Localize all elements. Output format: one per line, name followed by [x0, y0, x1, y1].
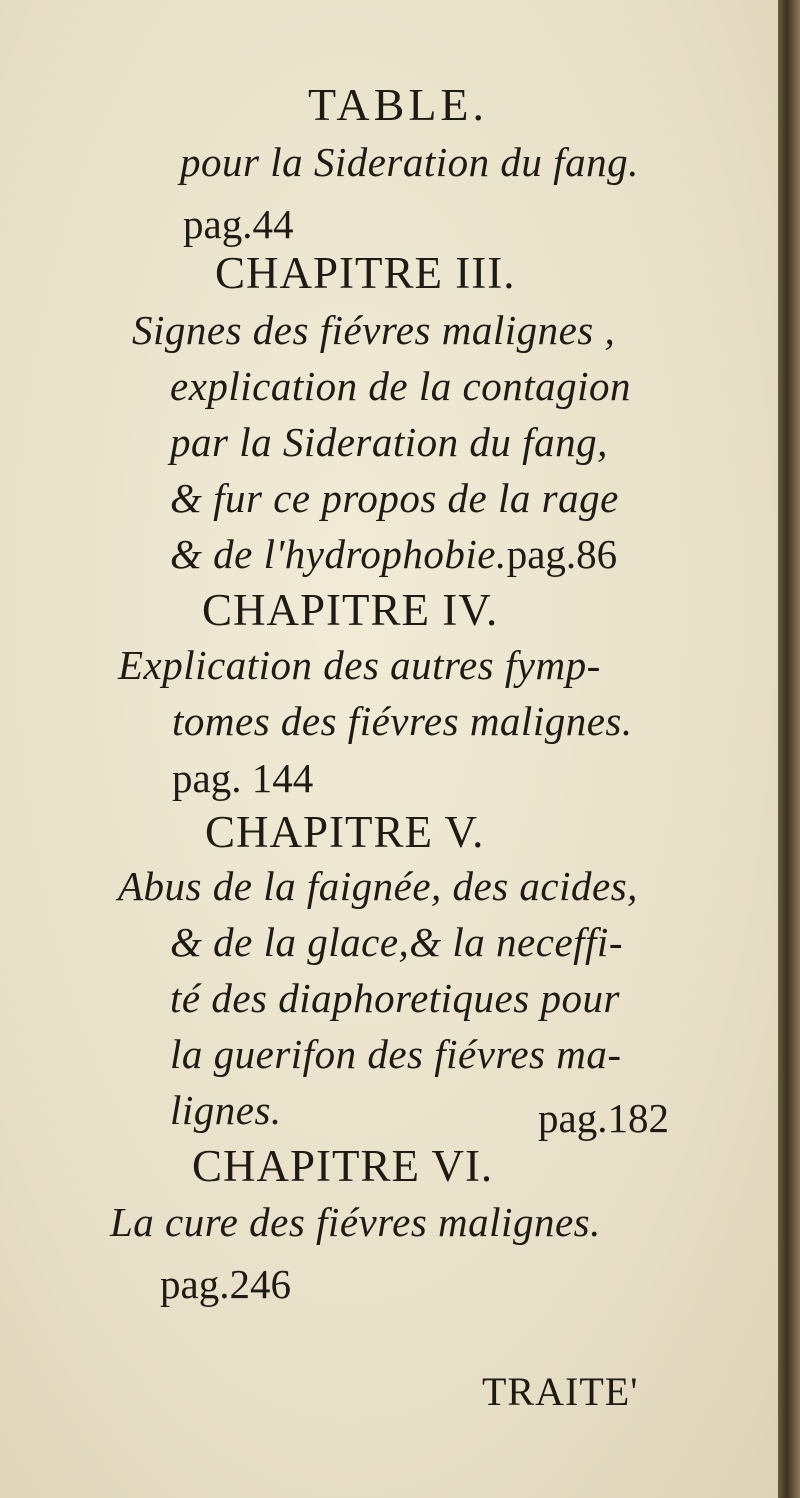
toc-text: & de l'hydrophobie. [170, 531, 507, 577]
toc-line: té des diaphoretiques pour [170, 975, 620, 1021]
toc-line: La cure des fiévres malignes. [110, 1199, 601, 1245]
catchword: TRAITE' [482, 1369, 639, 1414]
chapter-heading: CHAPITRE III. [215, 248, 516, 298]
toc-line: tomes des fiévres malignes. [172, 698, 633, 744]
page-ref: pag.182 [538, 1095, 669, 1141]
chapter-heading: CHAPITRE IV. [202, 585, 499, 635]
toc-line: & de la glace,& la neceffi- [170, 919, 623, 965]
page-ref: pag.44 [183, 201, 294, 247]
toc-line: la guerifon des fiévres ma- [170, 1031, 622, 1077]
running-head: TABLE. [308, 79, 489, 130]
chapter-heading: CHAPITRE V. [205, 807, 485, 857]
page-edge-shadow [778, 0, 800, 1498]
toc-line: Signes des fiévres malignes , [132, 307, 616, 353]
page-ref: pag.246 [160, 1261, 291, 1307]
chapter-heading: CHAPITRE VI. [192, 1141, 494, 1191]
toc-line [170, 530, 617, 578]
toc-line: lignes. [170, 1087, 282, 1133]
toc-line: & fur ce propos de la rage [170, 475, 619, 521]
toc-line: Explication des autres fymp- [118, 642, 601, 688]
page-ref: pag. 144 [172, 755, 314, 801]
toc-line: explication de la contagion [170, 363, 631, 409]
toc-line: par la Sideration du fang, [170, 419, 608, 465]
toc-line: pour la Sideration du fang. [180, 139, 639, 185]
page-ref: pag.86 [506, 531, 618, 577]
toc-line: Abus de la faignée, des acides, [118, 863, 638, 909]
